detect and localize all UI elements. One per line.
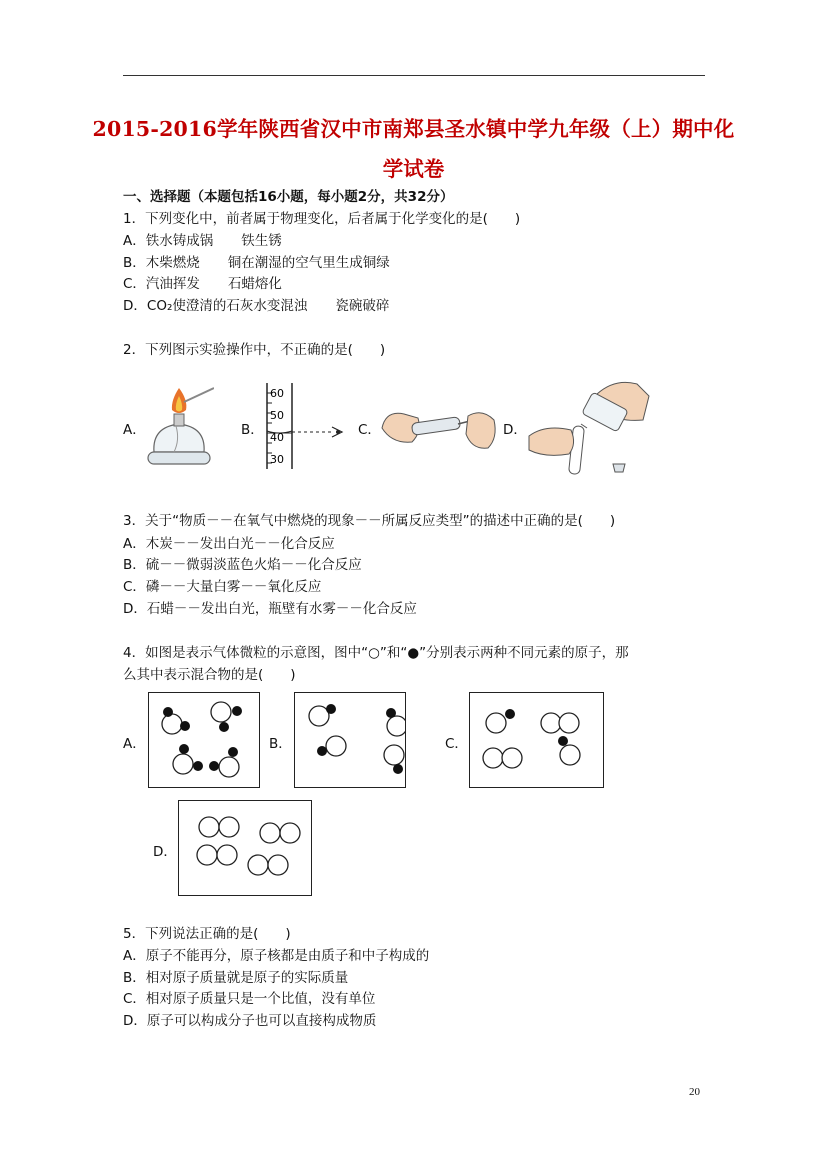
q4-diagram-d [179, 801, 311, 895]
q2-label-a: A． [123, 422, 146, 438]
q1-option-b-label: B．木柴燃烧 [123, 255, 200, 271]
q4-box-c [469, 692, 604, 788]
q3-option-b: B．硫－－微弱淡蓝色火焰－－化合反应 [123, 557, 362, 573]
q2-stem: 2．下列图示实验操作中，不正确的是( ) [123, 342, 386, 358]
q5-option-d: D．原子可以构成分子也可以直接构成物质 [123, 1013, 377, 1029]
q5-option-a: A．原子不能再分，原子核都是由质子和中子构成的 [123, 948, 430, 964]
q4-diagram-a [149, 693, 259, 787]
q3-option-a: A．木炭－－发出白光－－化合反应 [123, 536, 335, 552]
q4-diagram-b [295, 693, 405, 787]
q1-option-b-extra: 铜在潮湿的空气里生成铜绿 [227, 255, 390, 271]
graduated-cylinder-figure [262, 383, 352, 469]
q2-label-b: B． [241, 422, 264, 438]
page-title: 2015-2016学年陕西省汉中市南郑县圣水镇中学九年级（上）期中化 [92, 117, 735, 141]
section-heading: 一、选择题（本题包括16小题，每小题2分，共32分） [123, 189, 454, 205]
q4-label-a: A． [123, 736, 146, 752]
q1-option-d-extra: 瓷碗破碎 [335, 298, 390, 314]
q4-label-c: C． [445, 736, 468, 752]
q1-option-c-extra: 石蜡熔化 [227, 276, 282, 292]
q1-option-a-extra: 铁生锈 [241, 233, 282, 249]
q1-option-c-label: C．汽油挥发 [123, 276, 200, 292]
q4-box-a [148, 692, 260, 788]
q5-stem: 5．下列说法正确的是( ) [123, 926, 291, 942]
q1-stem: 1．下列变化中，前者属于物理变化，后者属于化学变化的是( ) [123, 211, 521, 227]
header-rule [123, 75, 705, 76]
bottle-stopper-icon [613, 464, 625, 472]
q1-option-c [123, 275, 282, 293]
pouring-liquid-figure [525, 374, 655, 478]
q2-label-c: C． [358, 422, 381, 438]
q5-option-c: C．相对原子质量只是一个比值，没有单位 [123, 991, 376, 1007]
cylinder-tick-40: 40 [270, 431, 284, 444]
q1-option-a [123, 232, 282, 250]
q4-box-d [178, 800, 312, 896]
alcohol-lamp-figure [144, 382, 214, 470]
q5-option-b: B．相对原子质量就是原子的实际质量 [123, 970, 349, 986]
q3-option-c: C．磷－－大量白雾－－氧化反应 [123, 579, 322, 595]
q2-label-d: D． [503, 422, 527, 438]
q4-stem-line1: 4．如图是表示气体微粒的示意图，图中“○”和“●”分别表示两种不同元素的原子，那 [123, 645, 629, 661]
q4-box-b [294, 692, 406, 788]
q4-stem-line2: 么其中表示混合物的是( ) [123, 667, 296, 683]
q3-option-d: D．石蜡－－发出白光，瓶壁有水雾－－化合反应 [123, 601, 417, 617]
cylinder-tick-30: 30 [270, 453, 284, 466]
q1-option-a-label: A．铁水铸成锅 [123, 233, 214, 249]
page-title-continued: 学试卷 [382, 157, 445, 181]
q1-option-d [123, 297, 389, 315]
q4-label-d: D． [153, 844, 177, 860]
cylinder-tick-50: 50 [270, 409, 284, 422]
test-tube-heating-figure [378, 398, 500, 460]
q4-diagram-c [470, 693, 603, 787]
page-number: 20 [689, 1086, 700, 1098]
q4-label-b: B． [269, 736, 292, 752]
q1-option-b [123, 254, 390, 272]
cylinder-tick-60: 60 [270, 387, 284, 400]
q1-option-d-label: D．CO₂使澄清的石灰水变混浊 [123, 298, 308, 314]
q3-stem: 3．关于“物质－－在氧气中燃烧的现象－－所属反应类型”的描述中正确的是( ) [123, 513, 616, 529]
